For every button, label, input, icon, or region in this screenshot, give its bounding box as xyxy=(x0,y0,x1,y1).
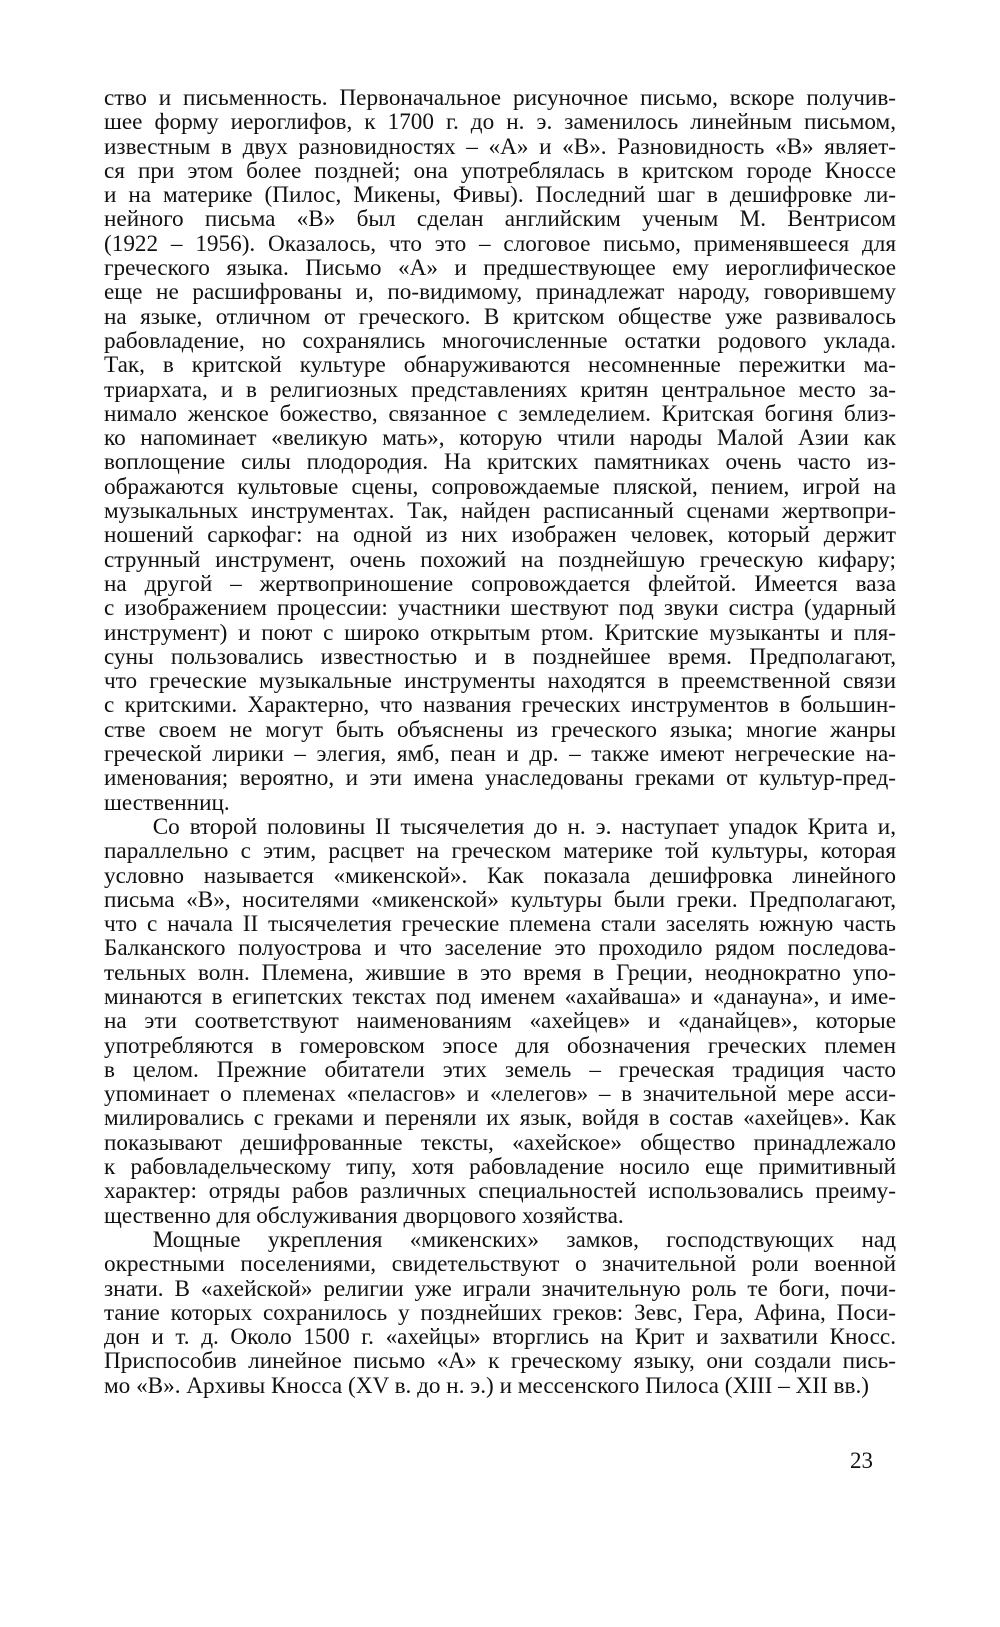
text-line: знати. В «ахейской» религии уже играли значительную роль те боги, почи- xyxy=(104,1276,896,1301)
text-line: милировались с греками и переняли их язык, войдя в состав «ахейцев». Как xyxy=(104,1106,896,1131)
text-line: с изображением процессии: участники шествуют под звуки систра (ударный xyxy=(104,596,896,621)
text-line: ко напоминает «великую мать», которую чтили народы Малой Азии как xyxy=(104,426,896,451)
text-line: и на материке (Пилос, Микены, Фивы). Последний шаг в дешифровке ли- xyxy=(104,183,896,208)
paragraph-1 xyxy=(104,86,896,815)
text-line: мо «В». Архивы Кносса (XV в. до н. э.) и мессенского Пилоса (XIII – XII вв.) xyxy=(104,1373,869,1399)
text-line: окрестными поселениями, свидетельствуют о значительной роли военной xyxy=(104,1252,896,1277)
text-line: Приспособив линейное письмо «А» к греческому языку, они создали пись- xyxy=(104,1349,896,1374)
text-line: тельных волн. Племена, жившие в это время в Греции, неоднократно упо- xyxy=(104,960,896,985)
text-line: ство и письменность. Первоначальное рисуночное письмо, вскоре получив- xyxy=(104,86,896,111)
page-text xyxy=(104,86,896,1398)
text-line: параллельно с этим, расцвет на греческом материке той культуры, которая xyxy=(104,839,896,864)
text-line: щественно для обслуживания дворцового хозяйства. xyxy=(104,1203,624,1228)
text-line: греческой лирики – элегия, ямб, пеан и др. – также имеют негреческие на- xyxy=(104,742,896,767)
text-line: греческого языка. Письмо «А» и предшествующее ему иероглифическое xyxy=(104,256,896,281)
text-line: музыкальных инструментах. Так, найден расписанный сценами жертвопри- xyxy=(104,499,896,524)
text-line: Мощные укрепления «микенских» замков, господствующих над xyxy=(152,1227,896,1253)
text-line: что греческие музыкальные инструменты находятся в преемственной связи xyxy=(104,669,896,694)
text-line: в целом. Прежние обитатели этих земель – греческая традиция часто xyxy=(104,1057,896,1083)
text-line: триархата, и в религиозных представлениях критян центральное место за- xyxy=(104,377,896,402)
text-line: инструмент) и поют с широко открытым ртом. Критские музыканты и пля- xyxy=(104,620,896,645)
text-line: тание которых сохранилось у позднейших греков: Зевс, Гера, Афина, Поси- xyxy=(104,1300,896,1326)
text-line: именования; вероятно, и эти имена унаследованы греками от культур-пред- xyxy=(104,766,896,791)
text-line: рабовладение, но сохранялись многочисленные остатки родового уклада. xyxy=(104,328,896,354)
text-line: ношений саркофаг: на одной из них изображен человек, который держит xyxy=(104,523,896,548)
text-line: условно называется «микенской». Как показала дешифровка линейного xyxy=(104,863,896,888)
text-line: на другой – жертвоприношение сопровождается флейтой. Имеется ваза xyxy=(104,571,896,597)
text-line: показывают дешифрованные тексты, «ахейское» общество принадлежало xyxy=(104,1130,896,1156)
text-line: упоминает о племенах «пеласгов» и «лелегов» – в значительной мере асси- xyxy=(104,1082,896,1107)
text-line: письма «В», носителями «микенской» культуры были греки. Предполагают, xyxy=(104,887,896,913)
text-line: минаются в египетских текстах под именем «ахайваша» и «данауна», и име- xyxy=(104,984,896,1010)
text-line: ся при этом более поздней; она употреблялась в критском городе Кноссе xyxy=(104,158,896,184)
text-line: употребляются в гомеровском эпосе для обозначения греческих племен xyxy=(104,1033,896,1058)
text-line: шее форму иероглифов, к 1700 г. до н. э. заменилось линейным письмом, xyxy=(104,110,896,135)
text-line: воплощение силы плодородия. На критских памятниках очень часто из- xyxy=(104,450,896,475)
paragraph-2 xyxy=(104,815,896,1228)
text-line: Балканского полуострова и что заселение это проходило рядом последова- xyxy=(104,936,896,961)
text-line: характер: отряды рабов различных специальностей использовались преиму- xyxy=(104,1179,896,1204)
text-line: Так, в критской культуре обнаруживаются несомненные пережитки ма- xyxy=(104,353,896,378)
paragraph-3 xyxy=(104,1228,896,1398)
page-number: 23 xyxy=(850,1448,873,1473)
text-line: шественниц. xyxy=(104,790,230,815)
text-line: еще не расшифрованы и, по-видимому, принадлежат народу, говорившему xyxy=(104,280,896,305)
text-line: (1922 – 1956). Оказалось, что это – слоговое письмо, применявшееся для xyxy=(104,231,896,257)
text-line: нимало женское божество, связанное с земледелием. Критская богиня близ- xyxy=(104,401,896,427)
text-line: суны пользовались известностью и в позднейшее время. Предполагают, xyxy=(104,644,896,670)
text-line: с критскими. Характерно, что названия греческих инструментов в большин- xyxy=(104,693,896,718)
text-line: дон и т. д. Около 1500 г. «ахейцы» вторглись на Крит и захватили Кносс. xyxy=(104,1325,896,1350)
text-line: на языке, отличном от греческого. В критском обществе уже развивалось xyxy=(104,304,896,329)
text-line: Со второй половины II тысячелетия до н. э. наступает упадок Крита и, xyxy=(152,814,896,840)
text-line: к рабовладельческому типу, хотя рабовладение носило еще примитивный xyxy=(104,1155,896,1180)
text-line: струнный инструмент, очень похожий на позднейшую греческую кифару; xyxy=(104,547,896,572)
text-line: стве своем не могут быть объяснены из греческого языка; многие жанры xyxy=(104,717,896,743)
text-line: что с начала II тысячелетия греческие племена стали заселять южную часть xyxy=(104,912,896,937)
text-line: нейного письма «В» был сделан английским ученым М. Вентрисом xyxy=(104,207,896,232)
text-line: на эти соответствуют наименованиям «ахейцев» и «данайцев», которые xyxy=(104,1009,896,1034)
text-line: ображаются культовые сцены, сопровождаемые пляской, пением, игрой на xyxy=(104,474,896,500)
text-line: известным в двух разновидностях – «А» и «В». Разновидность «В» являет- xyxy=(104,134,896,159)
